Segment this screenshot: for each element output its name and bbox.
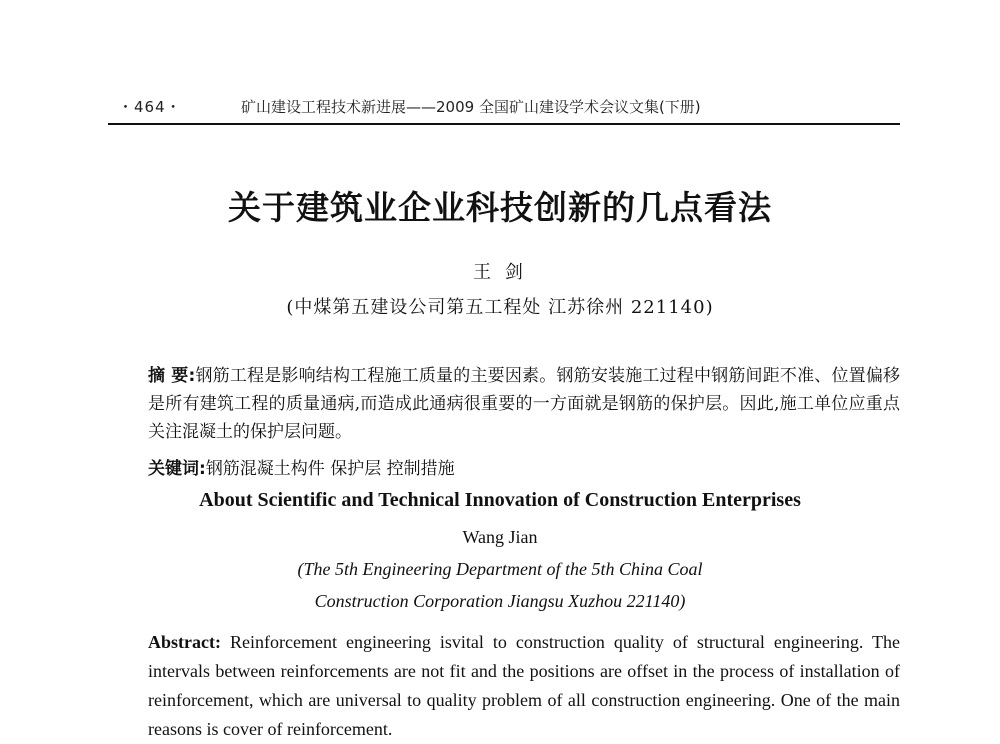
article-title: 关于建筑业企业科技创新的几点看法 [228, 188, 772, 227]
header-rule [108, 123, 900, 125]
running-header [108, 92, 900, 120]
running-title: 矿山建设工程技术新进展——2009 全国矿山建设学术会议文集(下册) [241, 98, 701, 116]
page-number: ・464・ [118, 98, 182, 116]
author-affiliation: (中煤第五建设公司第五工程处 江苏徐州 221140) [286, 297, 714, 318]
keywords-label: 关键词: [148, 459, 206, 479]
english-abstract-label: Abstract: [148, 632, 221, 652]
english-affiliation-line2: Construction Corporation Jiangsu Xuzhou 221140) [314, 591, 686, 611]
english-title: About Scientific and Technical Innovation of Construction Enterprises [199, 489, 801, 511]
chinese-abstract [108, 362, 900, 446]
english-abstract-text: Reinforcement engineering isvital to construction quality of structural engineering. The intervals between reinforcements are not fit and the positions are offset in the process of installation of reinforcement, which are universal to quality problem of all construction engineering. One of the main reasons is cover of reinforcement. [148, 632, 901, 739]
abstract-text: 钢筋工程是影响结构工程施工质量的主要因素。钢筋安装施工过程中钢筋间距不准、位置偏移是所有建筑工程的质量通病,而造成此通病很重要的一方面就是钢筋的保护层。因此,施工单位应重点关注混凝土的保护层问题。 [148, 366, 901, 442]
keywords [148, 457, 900, 481]
english-author: Wang Jian [462, 527, 538, 547]
article-author: 王 剑 [473, 262, 527, 283]
english-abstract [108, 628, 900, 744]
abstract-label: 摘 要: [148, 366, 196, 386]
english-affiliation-line1: (The 5th Engineering Department of the 5th China Coal [297, 559, 703, 579]
keywords-text: 钢筋混凝土构件 保护层 控制措施 [205, 459, 455, 479]
